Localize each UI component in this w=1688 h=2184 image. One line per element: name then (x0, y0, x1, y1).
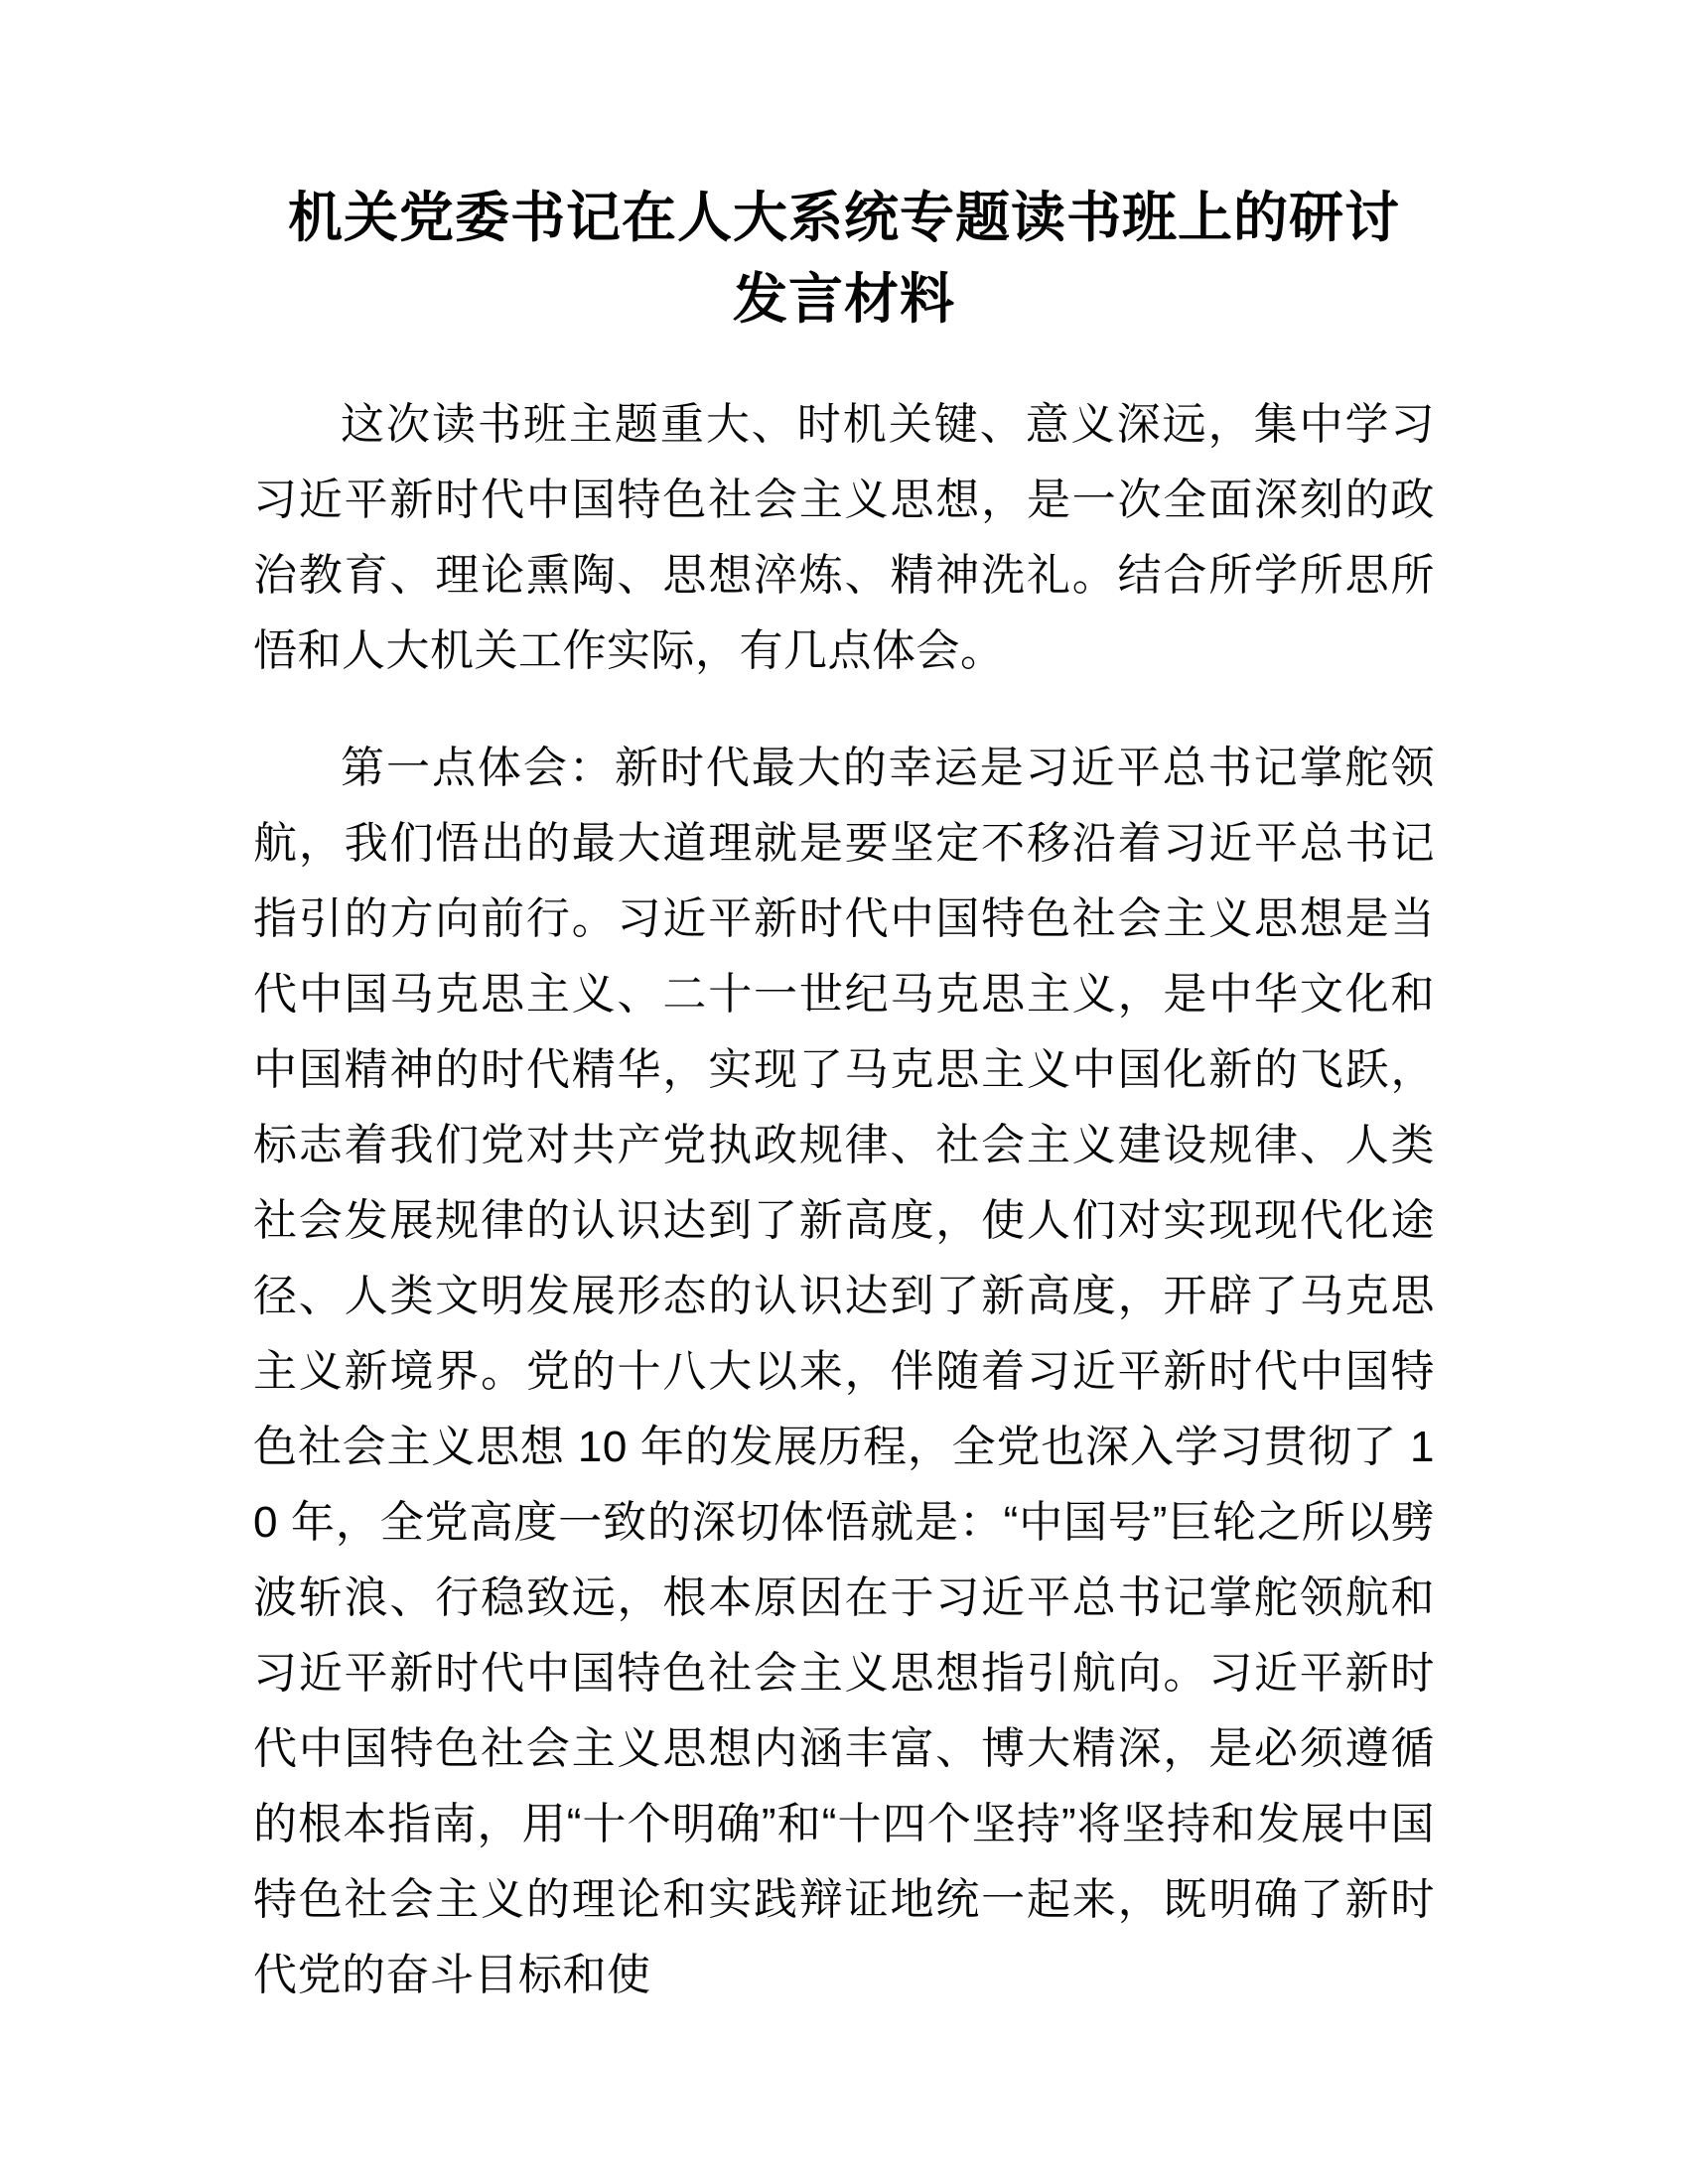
document-title: 机关党委书记在人大系统专题读书班上的研讨发言材料 (287, 187, 1400, 330)
document-body (253, 387, 1435, 2013)
paragraph-first-point: 第一点体会：新时代最大的幸运是习近平总书记掌舵领航，我们悟出的最大道理就是要坚定不移沿着习近平总书记指引的方向前行。习近平新时代中国特色社会主义思想是当代中国马克思主义、二十一世纪马克思主义，是中华文化和中国精神的时代精华，实现了马克思主义中国化新的飞跃，标志着我们党对共产党执政规律、社会主义建设规律、人类社会发展规律的认识达到了新高度，使人们对实现现代化途径、人类文明发展形态的认识达到了新高度，开辟了马克思主义新境界。党的十八大以来，伴随着习近平新时代中国特色社会主义思想 10 年的发展历程，全党也深入学习贯彻了 10 年，全党高度一致的深切体悟就是：“中国号”巨轮之所以劈波斩浪、行稳致远，根本原因在于习近平总书记掌舵领航和习近平新时代中国特色社会主义思想指引航向。习近平新时代中国特色社会主义思想内涵丰富、博大精深，是必须遵循的根本指南，用“十个明确”和“十四个坚持”将坚持和发展中国特色社会主义的理论和实践辩证地统一起来，既明确了新时代党的奋斗目标和使 (253, 744, 1435, 1999)
paragraph-intro: 这次读书班主题重大、时机关键、意义深远，集中学习习近平新时代中国特色社会主义思想，是一次全面深刻的政治教育、理论熏陶、思想淬炼、精神洗礼。结合所学所思所悟和人大机关工作实际，有几点体会。 (253, 400, 1435, 675)
